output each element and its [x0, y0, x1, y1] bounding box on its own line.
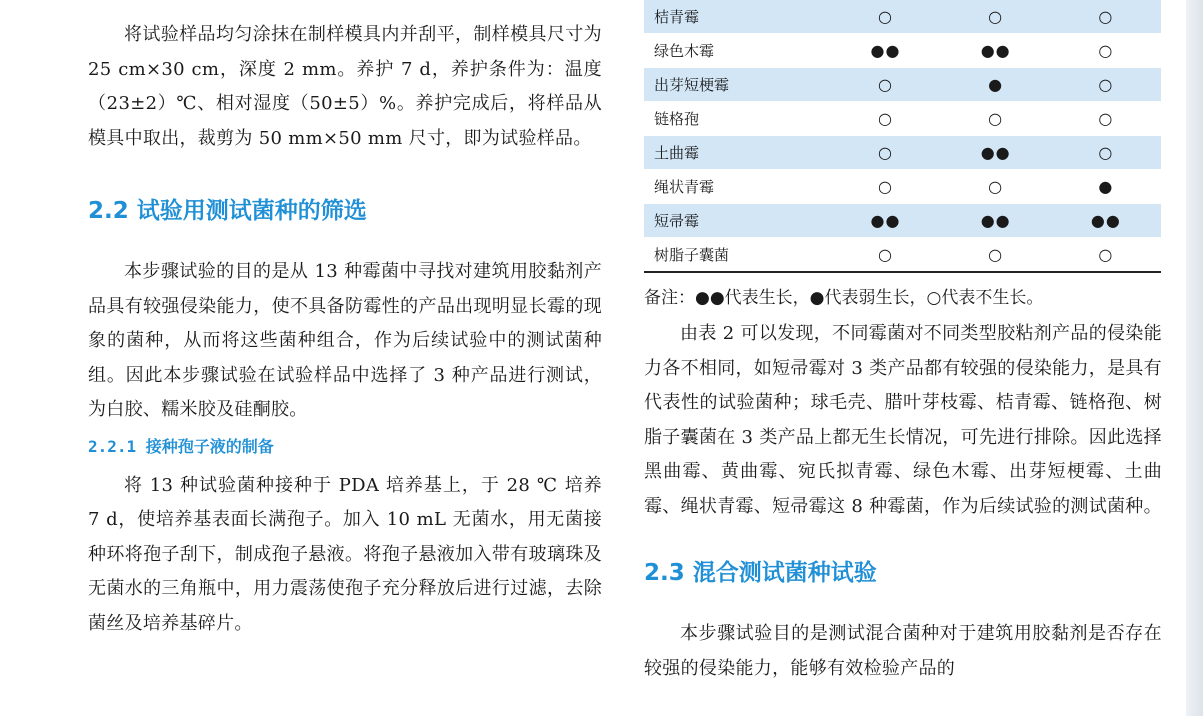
- growth-cell: ●●: [830, 34, 940, 68]
- left-column: [88, 0, 602, 641]
- heading-2-3: 2.3 混合测试菌种试验: [644, 560, 877, 586]
- growth-cell: ○: [830, 136, 940, 170]
- growth-cell: ○: [941, 102, 1051, 136]
- strain-name: 出芽短梗霉: [644, 68, 830, 102]
- paragraph-mixed-test: 本步骤试验目的是测试混合菌种对于建筑用胶黏剂是否存在较强的侵染能力，能够有效检验产品的: [644, 623, 1162, 679]
- growth-cell: ○: [830, 68, 940, 102]
- growth-cell: ●●: [1051, 204, 1161, 238]
- heading-2-2-1: 2.2.1 接种孢子液的制备: [88, 436, 274, 456]
- strain-name: 绿色木霉: [644, 34, 830, 68]
- strain-name: 土曲霉: [644, 136, 830, 170]
- right-column: [644, 0, 1162, 686]
- growth-cell: ○: [830, 170, 940, 204]
- paragraph-spore-prep: 将 13 种试验菌种接种于 PDA 培养基上，于 28 ℃ 培养 7 d，使培养基表面长满孢子。加入 10 mL 无菌水，用无菌接种环将孢子刮下，制成孢子悬液。将孢子悬液加入带有玻璃珠及无菌水的三角瓶中，用力震荡使孢子充分释放后进行过滤，去除菌丝及培养基碎片。: [88, 474, 602, 634]
- table-row: [644, 204, 1161, 238]
- growth-cell: ○: [830, 0, 940, 34]
- page-edge: [1186, 0, 1203, 716]
- table-row: [644, 170, 1161, 204]
- growth-cell: ●●: [941, 136, 1051, 170]
- heading-2-2: 2.2 试验用测试菌种的筛选: [88, 198, 367, 224]
- paragraph-sample-prep: 将试验样品均匀涂抹在制样模具内并刮平，制样模具尺寸为 25 cm×30 cm，深度 2 mm。养护 7 d，养护条件为：温度（23±2）℃、相对湿度（50±5）%。养护完成后，将样品从模具中取出，裁剪为 50 mm×50 mm 尺寸，即为试验样品。: [88, 24, 602, 149]
- strain-name: 链格孢: [644, 102, 830, 136]
- table-note: 备注：●●代表生长，●代表弱生长，○代表不生长。: [644, 288, 1044, 308]
- growth-cell: ●: [941, 68, 1051, 102]
- growth-cell: ○: [830, 102, 940, 136]
- growth-cell: ○: [941, 170, 1051, 204]
- growth-cell: ○: [941, 238, 1051, 273]
- growth-cell: ○: [1051, 238, 1161, 273]
- growth-table: [644, 0, 1161, 273]
- growth-cell: ○: [1051, 0, 1161, 34]
- strain-name: 短帚霉: [644, 204, 830, 238]
- table-row: [644, 102, 1161, 136]
- growth-cell: ○: [1051, 136, 1161, 170]
- growth-cell: ●●: [941, 204, 1051, 238]
- growth-cell: ○: [1051, 102, 1161, 136]
- growth-cell: ●●: [941, 34, 1051, 68]
- growth-cell: ○: [1051, 68, 1161, 102]
- table-row: [644, 34, 1161, 68]
- strain-name: 树脂子囊菌: [644, 238, 830, 273]
- growth-cell: ○: [941, 0, 1051, 34]
- growth-cell: ●●: [830, 204, 940, 238]
- strain-name: 桔青霉: [644, 0, 830, 34]
- table-row: [644, 68, 1161, 102]
- paragraph-analysis: 由表 2 可以发现，不同霉菌对不同类型胶粘剂产品的侵染能力各不相同，如短帚霉对 3 类产品都有较强的侵染能力，是具有代表性的试验菌种；球毛壳、腊叶芽枝霉、桔青霉、链格孢、树脂子囊菌在 3 类产品上都无生长情况，可先进行排除。因此选择黑曲霉、黄曲霉、宛氏拟青霉、绿色木霉、出芽短梗霉、土曲霉、绳状青霉、短帚霉这 8 种霉菌，作为后续试验的测试菌种。: [644, 323, 1162, 517]
- growth-cell: ○: [1051, 34, 1161, 68]
- growth-cell: ○: [830, 238, 940, 273]
- strain-name: 绳状青霉: [644, 170, 830, 204]
- growth-cell: ●: [1051, 170, 1161, 204]
- table-row: [644, 136, 1161, 170]
- table-row: [644, 0, 1161, 34]
- paragraph-screening: 本步骤试验的目的是从 13 种霉菌中寻找对建筑用胶黏剂产品具有较强侵染能力，使不具备防霉性的产品出现明显长霉的现象的菌种，从而将这些菌种组合，作为后续试验中的测试菌种组。因此本步骤试验在试验样品中选择了 3 种产品进行测试，为白胶、糯米胶及硅酮胶。: [88, 261, 602, 420]
- table-row: [644, 238, 1161, 273]
